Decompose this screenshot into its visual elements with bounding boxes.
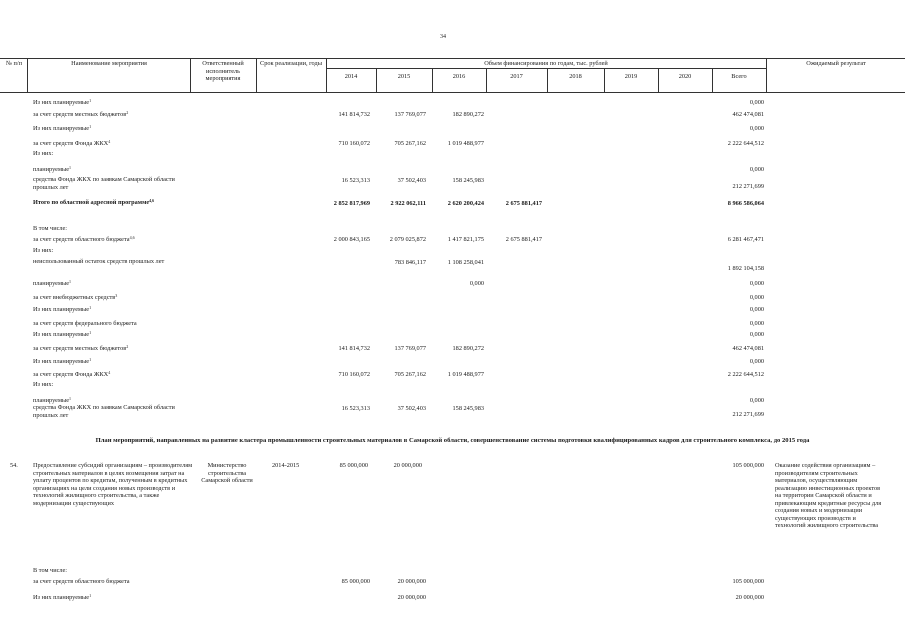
row-label xyxy=(33,594,91,602)
footnote-marker: 1 xyxy=(89,330,92,335)
row-label xyxy=(33,258,188,266)
row-value-2015: 137 769,077 xyxy=(394,111,426,118)
footnote-marker: 1 xyxy=(68,165,71,170)
footnote-marker: 4 xyxy=(108,139,111,144)
row-label-text: за счет средств местных бюджетов xyxy=(33,111,127,118)
row-label xyxy=(33,358,91,366)
row-value-2016: 158 245,983 xyxy=(452,177,484,184)
row-value-2014: 710 160,072 xyxy=(338,371,370,378)
row-label xyxy=(33,345,128,353)
row-value-total: 462 474,081 xyxy=(732,345,764,352)
row-label xyxy=(33,125,91,133)
row-value-2014: 85 000,000 xyxy=(341,578,370,585)
row-value-2015: 37 502,403 xyxy=(397,405,426,412)
years-sub-rule xyxy=(326,68,766,69)
header-year-2014: 2014 xyxy=(344,73,358,80)
row-value-2016: 158 245,983 xyxy=(452,405,484,412)
row-value-2015: 705 267,162 xyxy=(394,140,426,147)
row-label-text: Из них: xyxy=(33,247,54,254)
row-label-text: за счет средств местных бюджетов xyxy=(33,345,127,352)
row-label-text: планируемые xyxy=(33,397,69,404)
item-number: 54. xyxy=(10,462,18,469)
row-value-total: 0,000 xyxy=(749,358,764,365)
row-label-text: средства Фонда ЖКХ по заявкам Самарской области прошлых лет xyxy=(33,176,175,191)
row-label xyxy=(33,320,137,328)
footnote-marker: 1 xyxy=(89,305,92,310)
row-value-total: 212 271,699 xyxy=(732,183,764,190)
row-value-2016: 1 108 258,041 xyxy=(447,259,484,266)
header-name: Наименование мероприятия xyxy=(71,60,147,67)
row-value-2015: 20 000,000 xyxy=(397,594,426,601)
row-label-text: Из них планируемые xyxy=(33,99,90,106)
row-value-2016: 182 890,272 xyxy=(452,345,484,352)
row-label-text: Из них планируемые xyxy=(33,358,90,365)
row-label-text: за счет средств Фонда ЖКХ xyxy=(33,371,109,378)
row-value-total: 0,000 xyxy=(749,331,764,338)
row-value-2015: 2 922 062,111 xyxy=(390,200,426,207)
row-label-text: планируемые xyxy=(33,166,69,173)
row-label-text: Из них: xyxy=(33,150,54,157)
section-title: План мероприятий, направленных на развитие кластера промышленности строительных материалов в Самарской области, совершенствование системы подготовки квалифицированных кадров для строительного комплекса, до 2015 года xyxy=(95,437,810,444)
row-value-2016: 1 019 488,977 xyxy=(447,371,484,378)
row-label-text: за счет средств областного бюджета xyxy=(33,236,130,243)
row-label xyxy=(33,199,188,207)
row-value-2017: 2 675 881,417 xyxy=(505,236,542,243)
row-value-total: 20 000,000 xyxy=(735,594,764,601)
row-label xyxy=(33,404,188,419)
col-divider xyxy=(190,58,191,92)
item-term: 2014-2015 xyxy=(272,462,300,469)
row-label-text: за счет средств областного бюджета xyxy=(33,578,130,585)
row-value-2015: 2 079 025,872 xyxy=(389,236,426,243)
row-value-total: 0,000 xyxy=(749,125,764,132)
row-label xyxy=(33,280,71,288)
row-value-2015: 783 846,117 xyxy=(394,259,426,266)
row-value-2016: 2 620 200,424 xyxy=(447,200,484,207)
row-label-text: Из них планируемые xyxy=(33,594,90,601)
row-label xyxy=(33,166,71,174)
footnote-marker: 4,6 xyxy=(129,235,135,240)
row-label xyxy=(33,111,128,119)
item-value-total: 105 000,000 xyxy=(732,462,764,469)
row-label xyxy=(33,371,110,379)
row-value-total: 6 281 467,471 xyxy=(727,236,764,243)
header-year-2016: 2016 xyxy=(452,73,466,80)
row-label xyxy=(33,247,53,255)
row-value-total: 1 892 104,158 xyxy=(727,265,764,272)
row-value-total: 2 222 644,512 xyxy=(727,371,764,378)
col-divider xyxy=(766,58,767,92)
row-label-text: за счет внебюджетных средств xyxy=(33,294,116,301)
footnote-marker: 4,6 xyxy=(149,198,155,203)
row-label-text: Из них: xyxy=(33,381,54,388)
header-num: № п/п xyxy=(5,60,23,67)
row-value-total: 2 222 644,512 xyxy=(727,140,764,147)
footnote-marker: 1 xyxy=(68,279,71,284)
row-value-total: 212 271,699 xyxy=(732,411,764,418)
header-term: Срок реализации, годы xyxy=(260,60,322,67)
row-label xyxy=(33,306,91,314)
row-label xyxy=(33,567,67,575)
item-name: Предоставление субсидий организациям – производителям строительных материалов в целях возмещения затрат на уплату процентов по кредитам, полученным в кредитных организациях на цели создания новых производств и технологий жилищного строительства, а также модернизации существующих xyxy=(33,462,193,507)
row-value-2014: 141 814,732 xyxy=(338,111,370,118)
header-result: Ожидаемый результат xyxy=(806,60,866,67)
footnote-marker: 2 xyxy=(126,344,129,349)
row-value-2016: 1 019 488,977 xyxy=(447,140,484,147)
row-value-2015: 137 769,077 xyxy=(394,345,426,352)
row-label-text: Из них планируемые xyxy=(33,306,90,313)
row-label-text: Из них планируемые xyxy=(33,125,90,132)
row-label xyxy=(33,176,188,191)
row-value-2016: 182 890,272 xyxy=(452,111,484,118)
row-label-text: В том числе: xyxy=(33,567,68,574)
header-financing: Объем финансирования по годам, тыс. рублей xyxy=(484,60,608,67)
row-label xyxy=(33,331,91,339)
header-year-2019: 2019 xyxy=(624,73,638,80)
row-value-2016: 1 417 821,175 xyxy=(447,236,484,243)
row-label xyxy=(33,294,117,302)
row-label xyxy=(33,578,130,586)
header-bottom-rule xyxy=(0,92,905,93)
row-label xyxy=(33,236,135,244)
row-label-text: средства Фонда ЖКХ по заявкам Самарской области прошлых лет xyxy=(33,404,175,419)
row-label xyxy=(33,150,53,158)
row-value-2017: 2 675 881,417 xyxy=(505,200,542,207)
row-value-2016: 0,000 xyxy=(469,280,484,287)
row-value-total: 8 966 586,064 xyxy=(727,200,764,207)
item-value-2014: 85 000,000 xyxy=(339,462,368,469)
row-label xyxy=(33,99,91,107)
footnote-marker: 4 xyxy=(108,370,111,375)
footnote-marker: 1 xyxy=(68,396,71,401)
row-value-2014: 710 160,072 xyxy=(338,140,370,147)
header-year-2015: 2015 xyxy=(397,73,411,80)
footnote-marker: 2 xyxy=(126,110,129,115)
row-value-2014: 16 523,313 xyxy=(341,405,370,412)
footnote-marker: 1 xyxy=(89,593,92,598)
header-year-2017: 2017 xyxy=(510,73,523,80)
header-year-2018: 2018 xyxy=(569,73,582,80)
col-divider xyxy=(27,58,28,92)
item-executor: Министерство строительства Самарской области xyxy=(201,462,253,484)
row-value-2014: 16 523,313 xyxy=(341,177,370,184)
footnote-marker: 3 xyxy=(115,293,118,298)
footnote-marker: 1 xyxy=(89,98,92,103)
row-value-total: 0,000 xyxy=(749,166,764,173)
header-year-2020: 2020 xyxy=(678,73,692,80)
row-value-2014: 141 814,732 xyxy=(338,345,370,352)
row-value-total: 0,000 xyxy=(749,320,764,327)
row-label-text: планируемые xyxy=(33,280,69,287)
item-value-2015: 20 000,000 xyxy=(393,462,422,469)
row-value-2015: 705 267,162 xyxy=(394,371,426,378)
header-executor: Ответственный исполнитель мероприятия xyxy=(202,60,244,82)
row-value-total: 0,000 xyxy=(749,306,764,313)
page-number: 34 xyxy=(440,34,446,40)
row-value-total: 0,000 xyxy=(749,294,764,301)
row-label-text: Из них планируемые xyxy=(33,331,90,338)
row-value-2014: 2 000 843,165 xyxy=(333,236,370,243)
row-value-total: 0,000 xyxy=(749,280,764,287)
row-value-total: 462 474,081 xyxy=(732,111,764,118)
header-top-rule xyxy=(0,58,905,59)
row-value-total: 0,000 xyxy=(749,99,764,106)
footnote-marker: 1 xyxy=(89,124,92,129)
row-value-2014: 2 852 817,969 xyxy=(333,200,370,207)
item-result: Оказание содействия организациям – производителям строительных материалов, осуществляющим реализацию инвестиционных проектов на территории Самарской области и привлекающим кредитные ресурсы для создания новых и модернизации существующих производств и технологий жилищного строительства xyxy=(775,462,882,529)
row-value-total: 0,000 xyxy=(749,397,764,404)
row-label xyxy=(33,140,110,148)
footnote-marker: 1 xyxy=(89,357,92,362)
row-value-2015: 20 000,000 xyxy=(397,578,426,585)
row-label-text: неиспользованный остаток средств прошлых лет xyxy=(33,258,165,265)
row-label-text: Итого по областной адресной программе xyxy=(33,199,150,206)
header-total: Всего xyxy=(731,73,747,80)
row-label xyxy=(33,225,67,233)
row-label xyxy=(33,381,53,389)
row-value-total: 105 000,000 xyxy=(732,578,764,585)
row-value-2015: 37 502,403 xyxy=(397,177,426,184)
row-label-text: за счет средств Фонда ЖКХ xyxy=(33,140,109,147)
row-label-text: за счет средств федерального бюджета xyxy=(33,320,137,327)
row-label-text: В том числе: xyxy=(33,225,68,232)
